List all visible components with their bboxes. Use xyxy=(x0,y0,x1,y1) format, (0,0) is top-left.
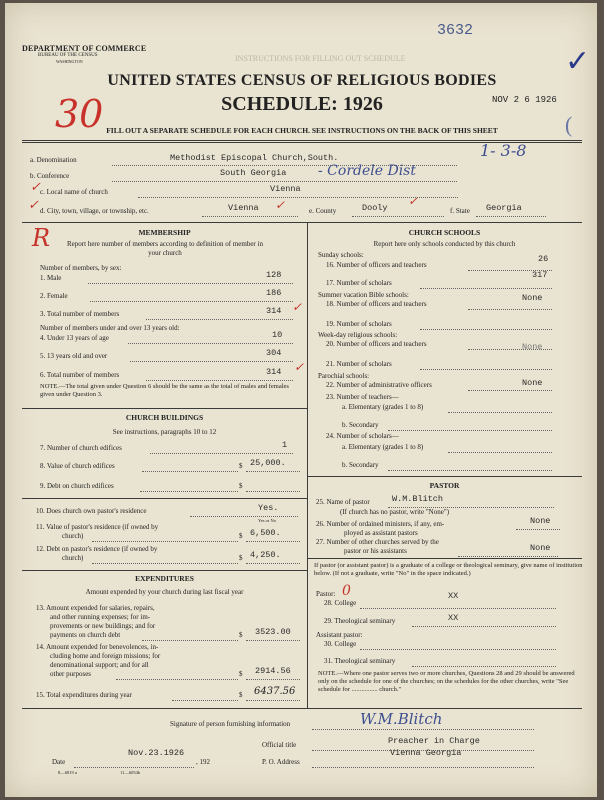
paren-mark: ( xyxy=(565,112,573,137)
benevolences-label-2: cluding home and foreign missions; for xyxy=(50,652,161,660)
underline xyxy=(412,626,556,627)
edifices-count-label: 7. Number of church edifices xyxy=(40,444,122,452)
underline xyxy=(202,216,298,217)
form-instruction: FILL OUT A SEPARATE SCHEDULE FOR EACH CHURCH. SEE INSTRUCTIONS ON THE BACK OF THIS SHEET xyxy=(106,126,498,135)
underline xyxy=(246,679,300,680)
scholars-label: 24. Number of scholars— xyxy=(326,432,399,440)
benevolences-label-4: other purposes xyxy=(50,670,92,678)
sunday-scholars-value: 317 xyxy=(532,270,548,280)
parochial-schools-label: Parochial schools: xyxy=(318,372,370,380)
weekday-schools-label: Week-day religious schools: xyxy=(318,331,398,339)
pastor-name-value: W.M.Blitch xyxy=(392,494,444,504)
county-label: e. County xyxy=(309,207,337,215)
dollar-sign: $ xyxy=(239,554,243,562)
summer-teachers-value: None xyxy=(522,293,543,303)
underline xyxy=(88,283,293,284)
signature-label: Signature of person furnishing information xyxy=(170,720,291,728)
denomination-note: 1- 3-8 xyxy=(480,141,527,160)
underline xyxy=(74,767,194,768)
assistant-seminary-label: 31. Theological seminary xyxy=(324,657,396,665)
underline xyxy=(388,430,552,431)
membership-subheading: Report here number of members according to definition of member in your church xyxy=(67,240,263,257)
church-name-value: Vienna xyxy=(270,184,301,194)
underline xyxy=(130,361,293,362)
female-label: 2. Female xyxy=(40,292,68,300)
underline xyxy=(142,471,238,472)
scholars-elementary-label: a. Elementary (grades 1 to 8) xyxy=(342,443,424,451)
date-label: Date xyxy=(52,758,66,766)
underline xyxy=(116,679,238,680)
underline xyxy=(360,608,556,609)
tick-mark-icon: ✓ xyxy=(294,360,305,374)
total-expenditures-label: 15. Total expenditures during year xyxy=(36,691,132,699)
expenditures-heading: EXPENDITURES xyxy=(135,574,194,583)
schools-subheading: Report here only schools conducted by this church xyxy=(373,240,516,248)
underline xyxy=(516,529,560,530)
underline xyxy=(352,216,444,217)
underline xyxy=(420,329,552,330)
underline xyxy=(140,491,238,492)
teachers-secondary-label: b. Secondary xyxy=(342,421,379,429)
ghost-text: INSTRUCTIONS FOR FILLING OUT SCHEDULE xyxy=(235,54,406,63)
female-value: 186 xyxy=(266,288,282,298)
college-note: If pastor (or assistant pastor) is a graduate of a college or theological seminary, give name of institution below. (If not a graduate, write "No" in the space indicated.) xyxy=(314,562,583,577)
bureau-name: BUREAU OF THE CENSUS xyxy=(38,53,98,58)
dollar-sign: $ xyxy=(239,462,243,470)
ordained-ministers-label: 26. Number of ordained ministers, if any, em- xyxy=(316,520,445,528)
scholars-secondary-label: b. Secondary xyxy=(342,461,379,469)
underline xyxy=(112,181,457,182)
form-code: 8—6819 a xyxy=(58,770,77,775)
sunday-teachers-value: 26 xyxy=(538,254,549,264)
total-members-2-value: 314 xyxy=(266,367,282,377)
underline xyxy=(388,470,552,471)
pastor-subheading: Pastor: xyxy=(316,590,336,598)
sunday-teachers-label: 16. Number of officers and teachers xyxy=(326,261,427,269)
underline xyxy=(420,369,552,370)
underline xyxy=(172,700,238,701)
dollar-sign: $ xyxy=(239,482,243,490)
date-suffix: , 192 xyxy=(196,758,210,766)
membership-heading: MEMBERSHIP xyxy=(138,228,191,237)
running-expenses-label-3: provements or new buildings; and for xyxy=(50,622,156,630)
city-value: Vienna xyxy=(228,203,259,213)
underline xyxy=(468,390,552,391)
assistant-college-label: 30. College xyxy=(324,640,357,648)
underline xyxy=(420,288,552,289)
underline xyxy=(190,516,298,517)
over-13-label: 5. 13 years old and over xyxy=(40,352,108,360)
underline xyxy=(246,563,300,564)
owns-residence-value: Yes. xyxy=(258,503,279,513)
college-label: 28. College xyxy=(324,599,357,607)
underline xyxy=(448,452,552,453)
sunday-scholars-label: 17. Number of scholars xyxy=(326,279,392,287)
sunday-schools-label: Sunday schools: xyxy=(318,251,364,259)
underline xyxy=(476,216,546,217)
ordained-ministers-label-2: ployed as assistant pastors xyxy=(344,529,418,537)
other-churches-label: 27. Number of other churches served by the xyxy=(316,538,439,546)
pastor-heading: PASTOR xyxy=(429,481,460,490)
underline xyxy=(146,319,293,320)
divider xyxy=(22,708,582,709)
handwritten-number: 30 xyxy=(55,92,104,136)
total-members-2-label: 6. Total number of members xyxy=(40,371,120,379)
underline xyxy=(312,767,534,768)
form-title: UNITED STATES CENSUS OF RELIGIOUS BODIES xyxy=(107,72,497,89)
underline xyxy=(246,471,300,472)
pastor-name-label: 25. Name of pastor xyxy=(316,498,370,506)
dollar-sign: $ xyxy=(239,631,243,639)
date-value: Nov.23.1926 xyxy=(128,748,185,758)
administrative-officers-value: None xyxy=(522,378,543,388)
final-note: NOTE.—Where one pastor serves two or more churches, Questions 28 and 29 should be answered only on the schedule for one of the churches; on the schedules for the other churches, write "See schedule for ................ church." xyxy=(318,670,575,693)
residence-value-label-2: church) xyxy=(62,532,84,540)
conference-label: b. Conference xyxy=(30,172,70,180)
edifices-value-label: 8. Value of church edifices xyxy=(40,462,115,470)
other-churches-label-2: pastor or his assistants xyxy=(344,547,407,555)
summer-scholars-label: 19. Number of scholars xyxy=(326,320,392,328)
city-label: d. City, town, village, or township, etc. xyxy=(40,207,149,215)
edifices-value-value: 25,000. xyxy=(250,458,286,468)
bureau-city: WASHINGTON xyxy=(56,59,83,64)
official-title-value: Preacher in Charge xyxy=(388,736,480,746)
denomination-value: Methodist Episcopal Church,South. xyxy=(170,153,339,163)
residence-value-value: 6,500. xyxy=(250,528,281,538)
college-value: XX xyxy=(448,591,459,601)
dollar-sign: $ xyxy=(239,670,243,678)
benevolences-value: 2914.56 xyxy=(255,666,291,676)
official-title-label: Official title xyxy=(262,741,297,749)
members-by-sex-label: Number of members, by sex: xyxy=(40,264,122,272)
tick-mark-icon: ✓ xyxy=(28,198,39,213)
underline xyxy=(90,301,293,302)
tick-mark-icon: ✓ xyxy=(292,300,303,314)
county-value: Dooly xyxy=(362,203,388,213)
check-mark-icon: ✓ xyxy=(565,44,591,79)
tick-mark-icon: ✓ xyxy=(30,180,41,195)
underline xyxy=(146,380,293,381)
serial-number: 3632 xyxy=(437,22,474,39)
underline xyxy=(150,453,293,454)
benevolences-label: 14. Amount expended for benevolences, in- xyxy=(36,643,159,651)
running-expenses-label-4: payments on church debt xyxy=(50,631,121,639)
divider xyxy=(22,498,307,499)
seminary-label: 29. Theological seminary xyxy=(324,617,396,625)
residence-debt-label-2: church) xyxy=(62,554,84,562)
membership-note: NOTE.—The total given under Question 6 should be the same as the total of males and females given under Question 3. xyxy=(40,383,289,398)
teachers-elementary-label: a. Elementary (grades 1 to 8) xyxy=(342,403,424,411)
r-mark: R xyxy=(32,224,51,252)
underline xyxy=(468,309,552,310)
edifices-debt-label: 9. Debt on church edifices xyxy=(40,482,114,490)
over-13-value: 304 xyxy=(266,348,282,358)
ordained-ministers-value: None xyxy=(530,516,551,526)
underline xyxy=(412,666,556,667)
state-label: f. State xyxy=(450,207,470,215)
residence-debt-label: 12. Debt on pastor's residence (if owned by xyxy=(36,545,158,553)
signature-value: W.M.Blitch xyxy=(360,710,443,728)
owns-residence-label: 10. Does church own pastor's residence xyxy=(36,507,147,515)
underline xyxy=(246,491,300,492)
weekday-teachers-value: None xyxy=(522,342,543,352)
dollar-sign: $ xyxy=(239,691,243,699)
underline xyxy=(246,640,300,641)
conference-value: South Georgia xyxy=(220,168,287,178)
summer-teachers-label: 18. Number of officers and teachers xyxy=(326,300,427,308)
buildings-subheading: See instructions, paragraphs 10 to 12 xyxy=(112,428,217,436)
dollar-sign: $ xyxy=(239,532,243,540)
underline xyxy=(246,700,300,701)
underline xyxy=(92,563,238,564)
underline xyxy=(458,556,558,557)
tick-mark-icon: ✓ xyxy=(408,194,419,208)
male-value: 128 xyxy=(266,270,282,280)
yes-no-hint: Yes or No xyxy=(258,518,277,523)
divider xyxy=(307,558,582,559)
under-13-label: 4. Under 13 years of age xyxy=(40,334,109,342)
running-expenses-label: 13. Amount expended for salaries, repairs, xyxy=(36,604,155,612)
other-churches-value: None xyxy=(530,543,551,553)
church-name-label: c. Local name of church xyxy=(40,188,108,196)
weekday-teachers-label: 20. Number of officers and teachers xyxy=(326,340,427,348)
expenditures-subheading: Amount expended by your church during last fiscal year xyxy=(85,588,244,596)
seminary-value: XX xyxy=(448,613,459,623)
benevolences-label-3: denominational support; and for all xyxy=(50,661,149,669)
form-code-2: 11—6054b xyxy=(120,770,141,775)
underline xyxy=(360,649,556,650)
weekday-scholars-label: 21. Number of scholars xyxy=(326,360,392,368)
department-name: DEPARTMENT OF COMMERCE xyxy=(22,44,147,53)
underline xyxy=(142,640,238,641)
summer-schools-label: Summer vacation Bible schools: xyxy=(318,291,409,299)
tick-mark-icon: ✓ xyxy=(275,198,286,212)
address-label: P. O. Address xyxy=(262,758,300,766)
underline xyxy=(312,729,534,730)
date-stamp: NOV 2 6 1926 xyxy=(492,95,557,105)
address-value: Vienna Georgia xyxy=(390,748,462,758)
column-divider xyxy=(307,222,308,708)
buildings-heading: CHURCH BUILDINGS xyxy=(125,413,204,422)
residence-debt-value: 4,250. xyxy=(250,550,281,560)
no-pastor-hint: (If church has no pastor, write "None") xyxy=(340,508,450,516)
divider xyxy=(22,408,307,409)
edifices-count-value: 1 xyxy=(282,440,288,450)
state-value: Georgia xyxy=(486,203,522,213)
running-expenses-value: 3523.00 xyxy=(255,627,291,637)
underline xyxy=(128,343,293,344)
administrative-officers-label: 22. Number of administrative officers xyxy=(326,381,432,389)
assistant-pastor-subheading: Assistant pastor: xyxy=(316,631,363,639)
underline xyxy=(448,412,552,413)
male-label: 1. Male xyxy=(40,274,62,282)
divider xyxy=(22,570,307,571)
underline xyxy=(92,541,238,542)
running-expenses-label-2: and other running expenses; for im- xyxy=(50,613,151,621)
teachers-label: 23. Number of teachers— xyxy=(326,393,399,401)
under-13-value: 10 xyxy=(272,330,283,340)
schools-heading: CHURCH SCHOOLS xyxy=(408,228,481,237)
divider xyxy=(22,222,582,223)
members-by-age-label: Number of members under and over 13 years old: xyxy=(40,324,180,332)
denomination-label: a. Denomination xyxy=(30,156,77,164)
schedule-title: SCHEDULE: 1926 xyxy=(221,93,383,115)
underline xyxy=(246,541,300,542)
total-expenditures-value: 6437.56 xyxy=(254,686,296,697)
total-members-value: 314 xyxy=(266,306,282,316)
conference-note: - Cordele Dist xyxy=(318,163,416,179)
total-members-label: 3. Total number of members xyxy=(40,310,120,318)
divider xyxy=(307,476,582,477)
red-mark: 0 xyxy=(342,583,351,599)
residence-value-label: 11. Value of pastor's residence (if owned by xyxy=(36,523,159,531)
